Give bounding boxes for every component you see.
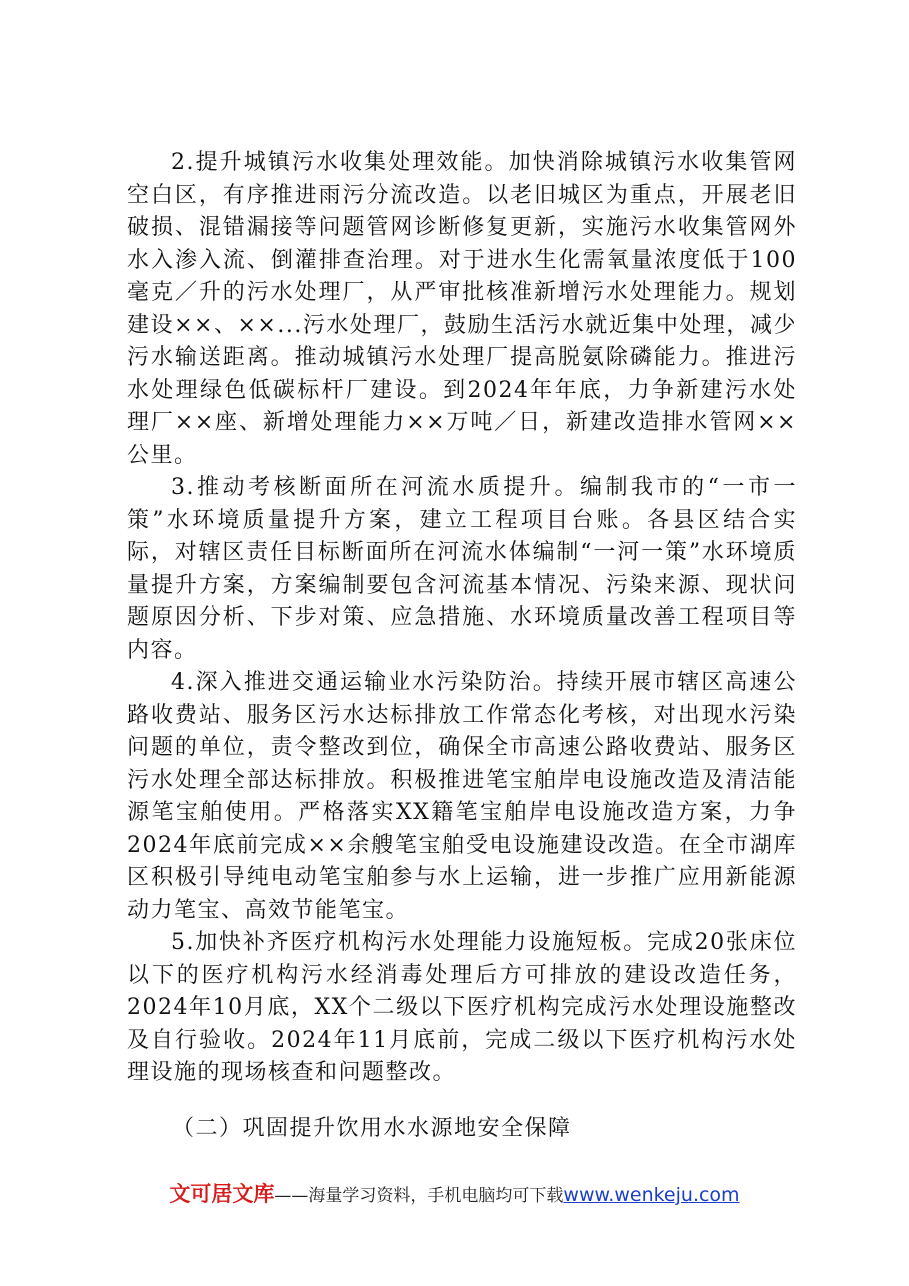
document-body xyxy=(127,147,797,1090)
paragraph-5: 5.加快补齐医疗机构污水处理能力设施短板。完成20张床位以下的医疗机构污水经消毒处理后方可排放的建设改造任务，2024年10月底，XX个二级以下医疗机构完成污水处理设施整改及自行验收。2024年11月底前，完成二级以下医疗机构污水处理设施的现场核查和问题整改。 xyxy=(127,930,797,1085)
footer-watermark xyxy=(0,1180,909,1210)
section-subheading: （二）巩固提升饮用水水源地安全保障 xyxy=(172,1116,572,1141)
footer-tagline: ——海量学习资料，手机电脑均可下载 xyxy=(274,1186,564,1206)
paragraph-2: 2.提升城镇污水收集处理效能。加快消除城镇污水收集管网空白区，有序推进雨污分流改造。以老旧城区为重点，开展老旧破损、混错漏接等问题管网诊断修复更新，实施污水收集管网外水入渗入流、倒灌排查治理。对于进水生化需氧量浓度低于100毫克／升的污水处理厂，从严审批核准新增污水处理能力。规划建设××、××...污水处理厂，鼓励生活污水就近集中处理，减少污水输送距离。推动城镇污水处理厂提高脱氨除磷能力。推进污水处理绿色低碳标杆厂建设。到2024年年底，力争新建污水处理厂××座、新增处理能力××万吨／日，新建改造排水管网××公里。 xyxy=(127,150,797,468)
footer-url-link[interactable]: www.wenkeju.com xyxy=(563,1184,740,1206)
paragraph-4: 4.深入推进交通运输业水污染防治。持续开展市辖区高速公路收费站、服务区污水达标排放工作常态化考核，对出现水污染问题的单位，责令整改到位，确保全市高速公路收费站、服务区污水处理全部达标排放。积极推进笔宝舶岸电设施改造及清洁能源笔宝舶使用。严格落实XX籍笔宝舶岸电设施改造方案，力争2024年底前完成××余艘笔宝舶受电设施建设改造。在全市湖库区积极引导纯电动笔宝舶参与水上运输，进一步推广应用新能源动力笔宝、高效节能笔宝。 xyxy=(127,670,797,923)
footer-brand: 文可居文库 xyxy=(169,1182,275,1206)
paragraph-3: 3.推动考核断面所在河流水质提升。编制我市的“一市一策”水环境质量提升方案，建立工程项目台账。各县区结合实际，对辖区责任目标断面所在河流水体编制“一河一策”水环境质量提升方案，方案编制要包含河流基本情况、污染来源、现状问题原因分析、下步对策、应急措施、水环境质量改善工程项目等内容。 xyxy=(127,475,797,663)
